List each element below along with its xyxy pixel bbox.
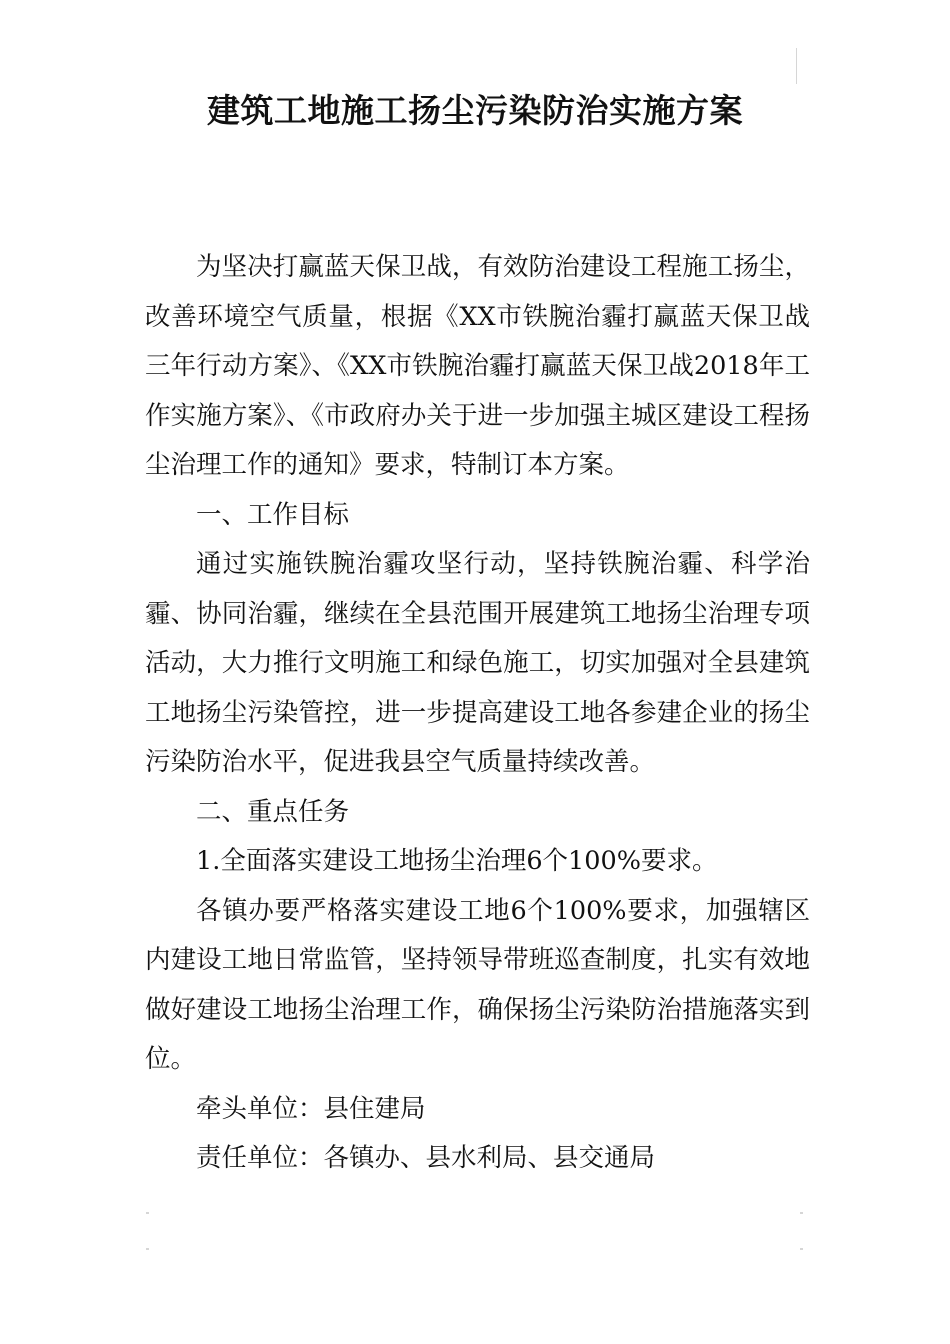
intro-paragraph: 为坚决打赢蓝天保卫战，有效防治建设工程施工扬尘，改善环境空气质量，根据《XX市铁腕治霾打赢蓝天保卫战三年行动方案》、《XX市铁腕治霾打赢蓝天保卫战2018年工作实施方案》、《市政府办关于进一步加强主城区建设工程扬尘治理工作的通知》要求，特制订本方案。 xyxy=(145,252,810,480)
goals-paragraph: 通过实施铁腕治霾攻坚行动，坚持铁腕治霾、科学治霾、协同治霾，继续在全县范围开展建筑工地扬尘治理专项活动，大力推行文明施工和绿色施工，切实加强对全县建筑工地扬尘污染管控，进一步提高建设工地各参建企业的扬尘污染防治水平，促进我县空气质量持续改善。 xyxy=(145,549,810,777)
responsible-units: 责任单位：各镇办、县水利局、县交通局 xyxy=(196,1143,656,1173)
task-item-heading: 1.全面落实建设工地扬尘治理6个100%要求。 xyxy=(196,846,718,876)
crop-mark xyxy=(796,48,797,84)
document-body xyxy=(145,243,810,1184)
crop-mark xyxy=(146,1248,149,1250)
section-heading-tasks: 二、重点任务 xyxy=(196,796,350,827)
task-item-paragraph: 各镇办要严格落实建设工地6个100%要求，加强辖区内建设工地日常监管，坚持领导带班巡查制度，扎实有效地做好建设工地扬尘治理工作，确保扬尘污染防治措施落实到位。 xyxy=(145,895,810,1074)
document-title: 建筑工地施工扬尘污染防治实施方案 xyxy=(207,91,743,130)
section-heading-goals: 一、工作目标 xyxy=(196,499,350,530)
lead-unit: 牵头单位：县住建局 xyxy=(196,1093,426,1124)
crop-mark xyxy=(800,1212,803,1214)
crop-mark xyxy=(146,1212,149,1214)
crop-mark xyxy=(800,1248,803,1250)
